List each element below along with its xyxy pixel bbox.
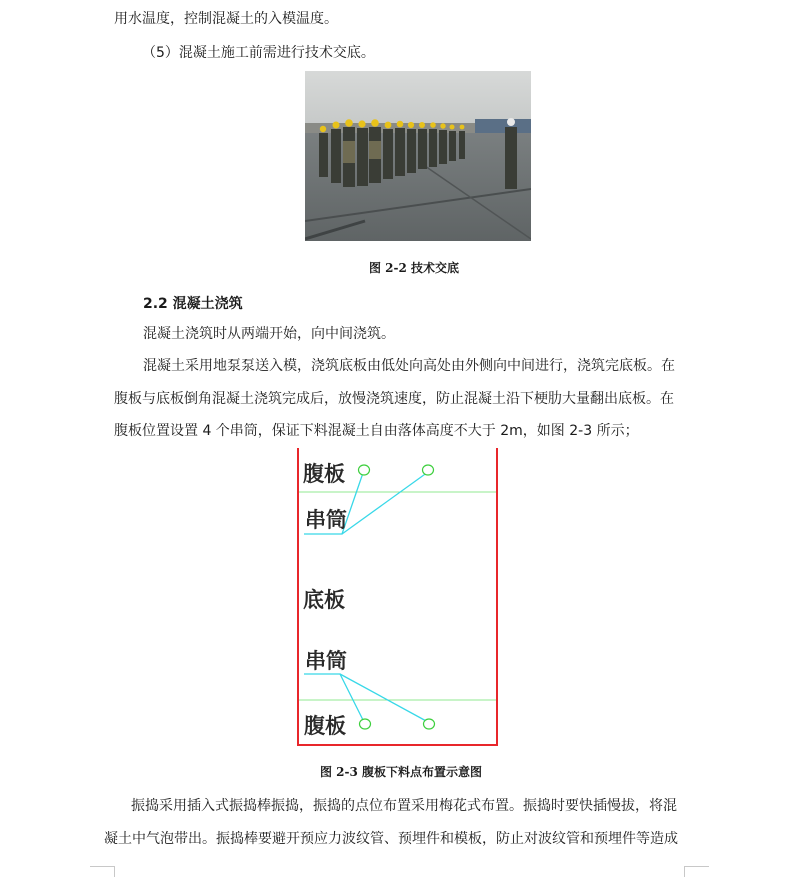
bottom-web-label: 腹板 [304, 713, 346, 738]
paragraph-text-5-line-1: 振捣采用插入式振捣棒振捣，振捣的点位布置采用梅花式布置。振捣时要快插慢拔，将混 [131, 798, 677, 814]
figure-2-2-caption: 图 2-2 技术交底 [369, 261, 460, 275]
top-pour-point-1 [359, 465, 370, 475]
bottom-slab-label: 底板 [303, 587, 345, 612]
paragraph-text-5-line-2: 凝土中气泡带出。振捣棒要避开预应力波纹管、预埋件和模板，防止对波纹管和预埋件等造成 [104, 831, 678, 847]
page-corner-mark-right [684, 866, 709, 877]
paragraph-text-4-line-1: 混凝土采用地泵泵送入模，浇筑底板由低处向高处由外侧向中间进行，浇筑完底板。在 [143, 358, 675, 374]
bottom-pour-point-2 [424, 719, 435, 729]
paragraph-text-4-line-2: 腹板与底板倒角混凝土浇筑完成后，放慢浇筑速度，防止混凝土沿下梗肋大量翻出底板。在 [114, 391, 674, 407]
diagram-bottom-border [297, 744, 498, 746]
paragraph-text-1: 用水温度，控制混凝土的入模温度。 [114, 11, 338, 27]
top-tube-label: 串筒 [305, 507, 347, 532]
diagram-left-border [297, 448, 299, 746]
briefing-photo [305, 71, 531, 241]
page-corner-mark-left [90, 866, 115, 877]
top-pour-point-2 [423, 465, 434, 475]
web-pour-point-diagram [296, 448, 499, 746]
figure-2-3-caption: 图 2-3 腹板下料点布置示意图 [320, 765, 483, 779]
bottom-tube-label: 串筒 [305, 648, 347, 673]
paragraph-text-3: 混凝土浇筑时从两端开始，向中间浇筑。 [143, 326, 395, 342]
diagram-right-border [496, 448, 498, 746]
paragraph-text-2: （5）混凝土施工前需进行技术交底。 [142, 45, 375, 61]
top-web-label: 腹板 [303, 461, 345, 486]
paragraph-text-4-line-3: 腹板位置设置 4 个串筒，保证下料混凝土自由落体高度不大于 2m，如图 2-3 所示； [114, 423, 639, 439]
bottom-tube-leader-right [340, 674, 428, 722]
bottom-pour-point-1 [360, 719, 371, 729]
top-tube-leader-right [342, 472, 428, 534]
section-heading: 2.2 混凝土浇筑 [143, 296, 243, 312]
